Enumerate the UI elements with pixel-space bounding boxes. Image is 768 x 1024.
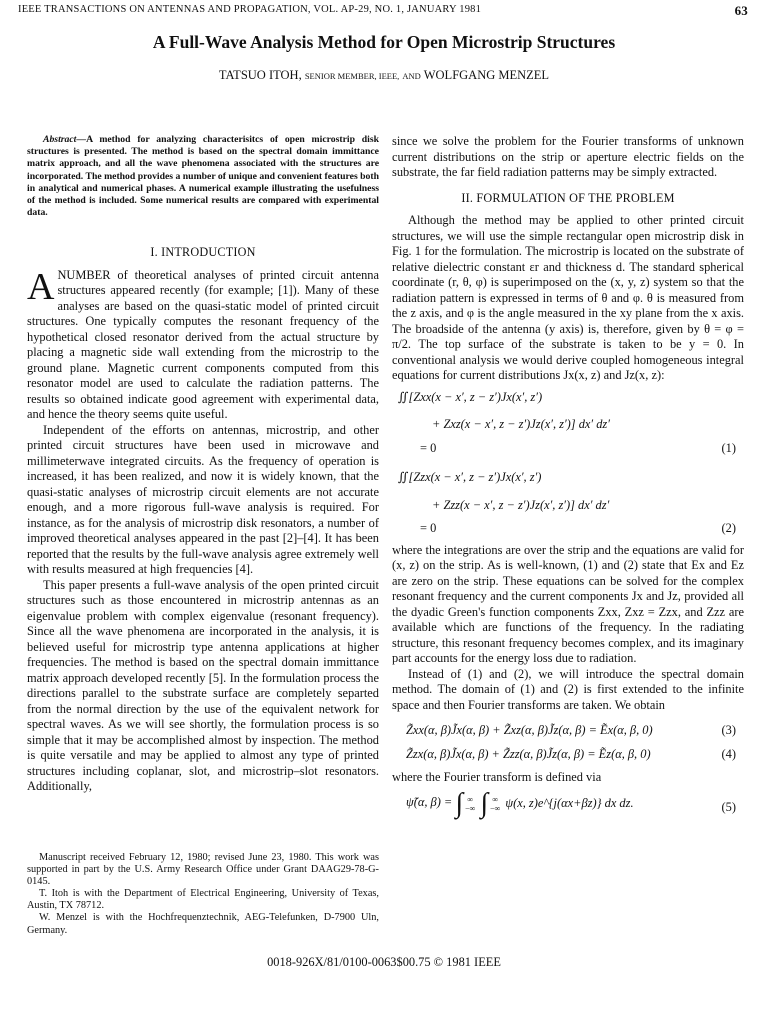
limit-top-1: ∞ [467, 794, 474, 804]
abstract [27, 134, 379, 219]
intro-paragraph-3: This paper presents a full-wave analysis of the open printed circuit structures such as those encountered in microstrip antennas as an eigenvalue problem with complex eigenvalue (resonant frequency). Since all the wave phenomena are incorporated in the analysis, it is believed useful for microstrip type antenna applications at higher frequencies. The method is based on the spectral domain immittance matrix approach developed recently [5]. In the formulation process the directions parallel to the substrate surface are completely separted from the normal direction by the use of the equivalent network for spectral waves. As we will see shortly, the formulation process is so simple that it may be accomplished almost by inspection. The method is quite versatile and may be applied to almost any type of printed structures including coplanar, slot, and microstrip–slot resonators. Additionally, [27, 577, 379, 794]
equation-4-body: Z̃zx(α, β)J̃x(α, β) + Z̃zz(α, β)J̃z(α, β) = Ẽz(α, β, 0) [406, 746, 651, 761]
running-header [18, 3, 748, 18]
equation-3-number: (3) [721, 723, 736, 737]
equation-3 [392, 723, 744, 739]
equation-4-number: (4) [721, 746, 736, 761]
right-column [392, 134, 744, 818]
formulation-paragraph-1: Although the method may be applied to other printed circuit structures, we will use the simple rectangular open microstrip disk in Fig. 1 for the formulation. The microstrip is located on the substrate of relative dielectric constant εr and thickness d. The standard spherical coordinate (r, θ, φ) is superimposed on the (x, y, z) system so that the radiation pattern is expressed in terms of θ and φ. θ is measured from the z axis, and φ is the angle measured in the xy plane from the x axis. The broadside of the antenna (y axis) is, therefore, given by θ = φ = π/2. The top surface of the substrate is taken to be y = 0. In conventional analysis we would derive coupled homogeneous integral equations for current distributions Jx(x, z) and Jz(x, z): [392, 213, 744, 382]
formulation-paragraph-2: where the integrations are over the strip and the equations are valid for (x, z) on the strip. As is well-known, (1) and (2) state that Ex and Ez are zero on the strip. These equations can be solved for the complex resonant frequency and the current components Jx and Jz, provided all the dyadic Green's function components Zxx, Zxz = Zzx, and Zzz are available which are functions of the frequency. In the radiating structure, this resonant frequency becomes complex, and its imaginary part accounts for the energy loss due to radiation. [392, 542, 744, 665]
equation-2 [392, 470, 744, 537]
limit-bottom-2: −∞ [490, 803, 501, 813]
equation-1-line-c: = 0 [420, 440, 437, 455]
equation-1 [392, 390, 744, 457]
journal-header: IEEE TRANSACTIONS ON ANTENNAS AND PROPAGATION, VOL. AP-29, NO. 1, JANUARY 1981 [18, 4, 482, 15]
footnote-author-2: W. Menzel is with the Hochfrequenztechnik, AEG-Telefunken, D-7900 Uln, Germany. [27, 912, 379, 936]
equation-1-line-b: + Zxz(x − x′, z − z′)Jz(x′, z′)] dx′ dz′ [432, 417, 610, 431]
abstract-label: Abstract [43, 134, 77, 145]
author-2: WOLFGANG MENZEL [423, 68, 550, 82]
limit-top-2: ∞ [492, 794, 499, 804]
drop-cap: A [27, 265, 55, 308]
equation-5-number: (5) [721, 799, 736, 814]
formulation-paragraph-3: Instead of (1) and (2), we will introduce the spectral domain method. The domain of (1) and (2) is first extended to the infinite space and then Fourier transforms are taken. We obtain [392, 666, 744, 712]
author-and: AND [402, 71, 421, 81]
integral-sign-1: ∫ [455, 787, 464, 819]
equation-1-number: (1) [721, 440, 736, 455]
integral-limits-2 [490, 795, 500, 813]
integral-sign-2: ∫ [480, 787, 489, 819]
abstract-text: —A method for analyzing characterisitcs of open microstrip disk structures is presented. The method is based on the spectral domain immittance matrix approach, and all the wave phenomena associated with the structures are incorporated. The method provides a number of unique and convenient features both in analytical and numerical phases. A numerical example illustrating the usefulness of the method is included. Some numerical results are compared with experimental data. [27, 134, 379, 219]
page-number: 63 [734, 3, 748, 18]
equation-5 [392, 787, 744, 819]
footnote [27, 852, 379, 937]
author-1: TATSUO ITOH, [218, 68, 302, 82]
author-line [0, 68, 768, 83]
intro-paragraph-1-text: NUMBER of theoretical analyses of printed circuit antenna structures appeared recently (for example; [1]). Many of these analyses are based on the quasi-static model of printed circuit structures. One typically computes the resonant frequency of the hypothetical closed resonator derived from the actual structure by placing a magnetic side wall extending from the microstrip to the ground plane. Magnetic current components computed from this resonator model are used to calculate the radiation patterns. The results so obtained indicate good agreement with experimental data, and hence the theory seems quite useful. [27, 267, 379, 422]
intro-paragraph-1 [27, 265, 379, 423]
limit-bottom-1: −∞ [465, 803, 476, 813]
intro-paragraph-2: Independent of the efforts on antennas, microstrip, and other printed circuit structures have been used in microwave and millimeterwave integrated circuits. As the frequency of operation is increased, it has been realized, and now it is widely known, that the quasi-static analyses of microstrip circuit elements are not accurate enough, and a more rigorous full-wave analysis is required. For instance, as for the analysis of microstrip disk resonators, a number of improved theoretical analyses appeared in the past [2]–[4]. It has been reported that the results by the full-wave analysis agree extremely well with results measured at high frequencies [4]. [27, 422, 379, 577]
section-heading-formulation: II. FORMULATION OF THE PROBLEM [461, 190, 675, 205]
equation-2-line-b: + Zzz(x − x′, z − z′)Jz(x′, z′)] dx′ dz′ [432, 497, 610, 512]
equation-2-line-c: = 0 [420, 521, 437, 535]
equation-1-line-a: ∬[Zxx(x − x′, z − z′)Jx(x′, z′) [398, 389, 543, 404]
author-1-title: SENIOR MEMBER, IEEE, [304, 71, 400, 81]
equation-4 [392, 747, 744, 763]
integral-limits-1 [465, 795, 475, 813]
right-paragraph-0: since we solve the problem for the Fourier transforms of unknown current distributions on the strip or aperture electric fields on the substrate, the far field radiation patterns may be simply extracted. [392, 134, 744, 179]
left-column [27, 134, 379, 795]
section-heading-intro: I. INTRODUCTION [150, 245, 256, 260]
equation-2-number: (2) [721, 521, 736, 535]
paper-title: A Full-Wave Analysis Method for Open Microstrip Structures [152, 32, 616, 52]
footnote-received: Manuscript received February 12, 1980; revised June 23, 1980. This work was supported in part by the U.S. Army Research Office under Grant DAAG29-78-G-0145. [27, 852, 379, 888]
copyright-footer: 0018-926X/81/0100-0063$00.75 © 1981 IEEE [267, 955, 501, 969]
formulation-paragraph-4: where the Fourier transform is defined via [392, 770, 602, 784]
equation-3-body: Z̃xx(α, β)J̃x(α, β) + Z̃xz(α, β)J̃z(α, β) = Ẽx(α, β, 0) [406, 723, 653, 737]
equation-2-line-a: ∬[Zzx(x − x′, z − z′)Jx(x′, z′) [398, 470, 542, 484]
equation-5-rhs: ψ(x, z)e^{j(αx+βz)} dx dz. [505, 795, 634, 810]
equation-5-lhs: ψ̃(α, β) = [406, 795, 453, 810]
footnote-author-1: T. Itoh is with the Department of Electrical Engineering, University of Texas, Austin, TX 78712. [27, 888, 379, 912]
